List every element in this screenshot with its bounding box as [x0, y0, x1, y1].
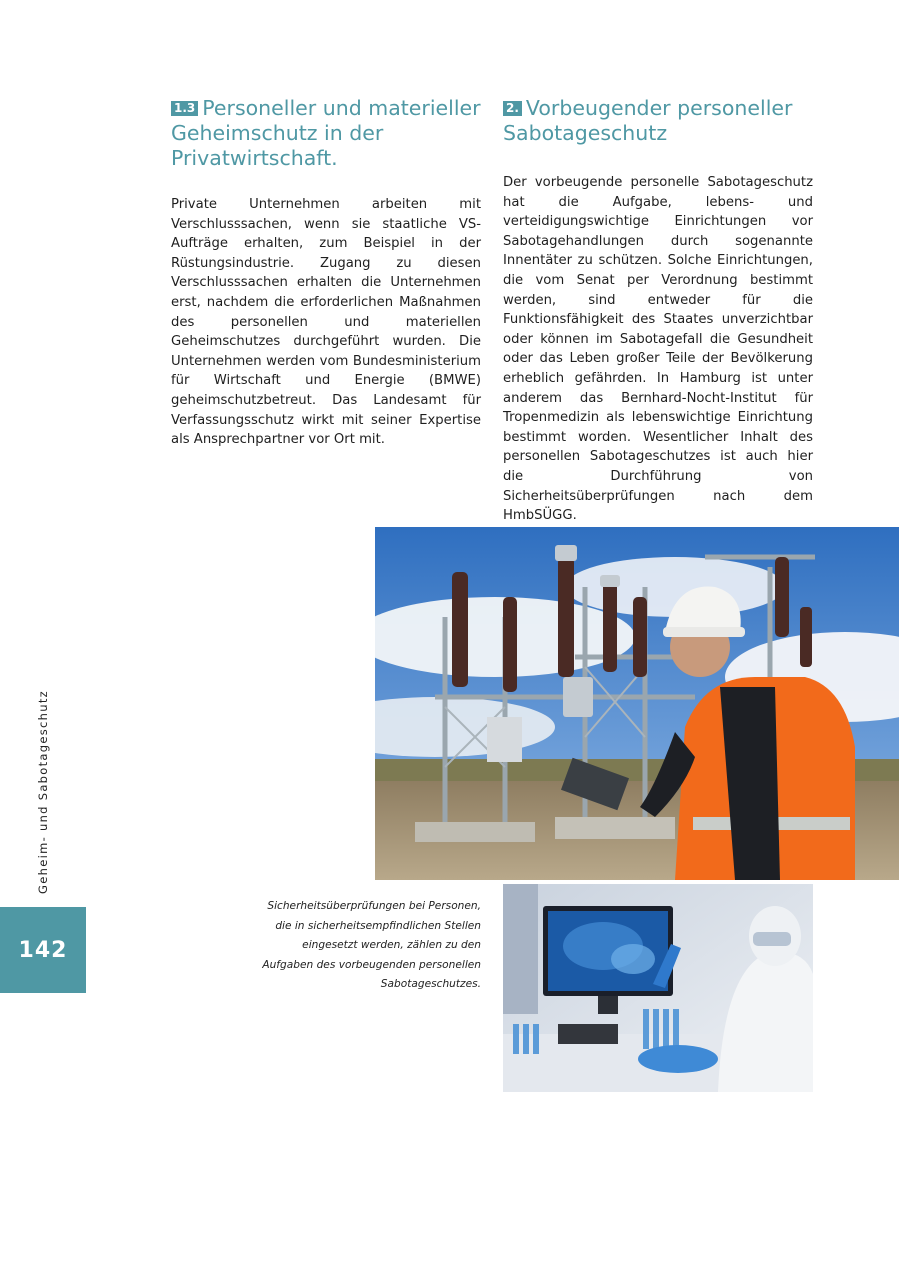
section-2-title: Vorbeugender personeller Sabotageschutz [503, 96, 793, 145]
page-number-tab [0, 907, 86, 993]
section-2 [503, 96, 813, 526]
section-2-heading [503, 96, 813, 146]
section-number-badge: 1.3 [171, 101, 198, 116]
photo-caption: Sicherheitsüberprüfungen bei Personen, die in sicherheitsempfindlichen Stellen eingesetzt werden, zählen zu den Aufgaben des vorbeugenden personellen Sabotageschutzes. [262, 900, 481, 991]
laboratory-photo [503, 884, 813, 1092]
page-number: 142 [18, 937, 68, 963]
chapter-side-label: Geheim- und Sabotageschutz [36, 690, 50, 894]
section-1-3-body: Private Unternehmen arbeiten mit Verschlusssachen, wenn sie staatliche VS-Aufträge erhalten, zum Beispiel in der Rüstungsindustrie. Zugang zu diesen Verschlusssachen erhalten die Unternehmen erst, nachdem die erforderlichen Maßnahmen des personellen und materiellen Geheimschutzes durchgeführt wurden. Die Unternehmen werden vom Bundesministerium für Wirtschaft und Energie (BMWE) geheimschutzbetreut. Das Landesamt für Verfassungsschutz wirkt mit seiner Expertise als Ansprechpartner vor Ort mit. [171, 197, 481, 448]
section-1-3-title: Personeller und materieller Geheimschutz in der Privatwirtschaft. [171, 96, 481, 170]
section-1-3 [171, 96, 481, 450]
section-number-badge: 2. [503, 101, 522, 116]
substation-engineer-photo [375, 527, 899, 880]
section-2-body: Der vorbeugende personelle Sabotageschutz hat die Aufgabe, lebens- und verteidigungswichtige Einrichtungen vor Sabotagehandlungen durch sogenannte Innentäter zu schützen. Solche Einrichtungen, die vom Senat per Verordnung bestimmt werden, sind entweder für die Funktionsfähigkeit des Staates unverzichtbar oder können im Sabotagefall die Gesundheit oder das Leben großer Teile der Bevölkerung erheblich gefährden. In Hamburg ist unter anderem das Bernhard-Nocht-Institut für Tropenmedizin als lebenswichtige Einrichtung bestimmt worden. Wesentlicher Inhalt des personellen Sabotageschutzes ist auch hier die Durchführung von Sicherheitsüberprüfungen nach dem HmbSÜGG. [503, 175, 813, 524]
section-1-3-heading [171, 96, 481, 171]
